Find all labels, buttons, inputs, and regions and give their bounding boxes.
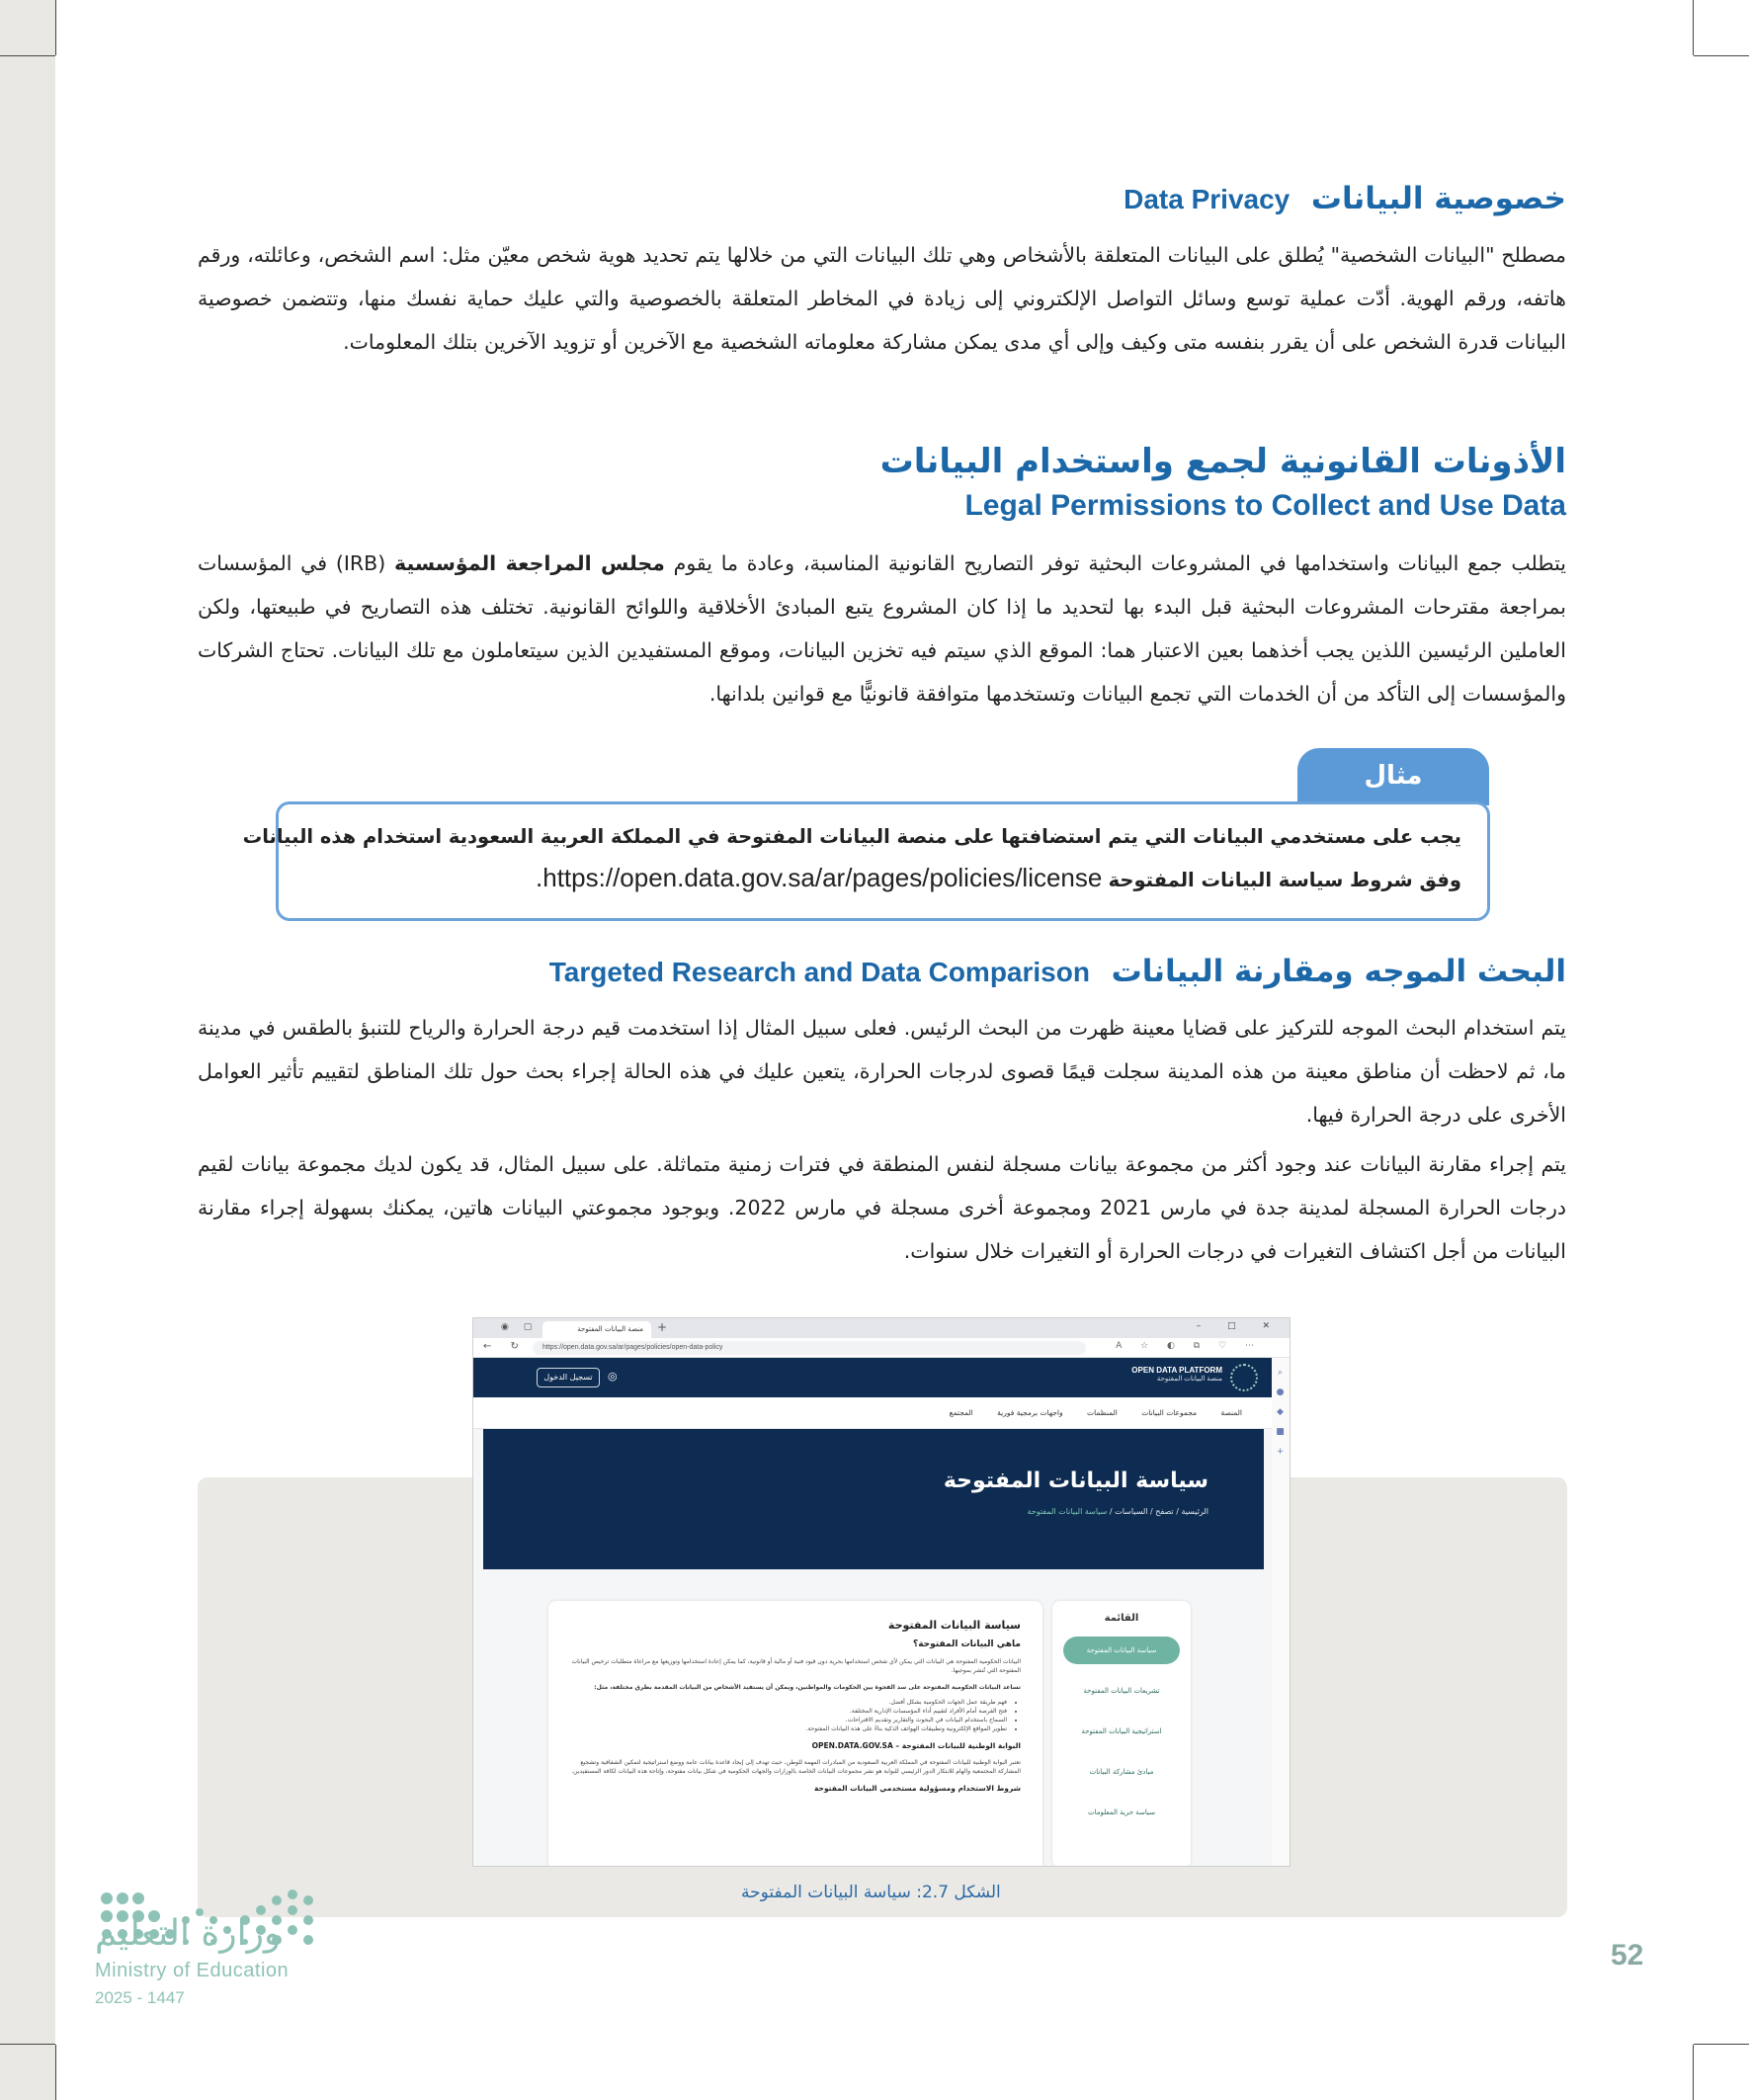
list-item: • تطوير المواقع الإلكترونية وتطبيقات الهواتف الذكية بناءً على هذه البيانات المفتوحة. [570,1724,1007,1733]
section-title-targeted-research [549,954,1566,989]
legal-paragraph [198,542,1566,715]
menu-item[interactable]: سياسة حرية المعلومات [1088,1808,1155,1816]
page-hero [483,1429,1264,1569]
crop-mark [55,2045,56,2100]
content-title: سياسة البيانات المفتوحة [887,1619,1021,1632]
browser-tab-controls: ◉ ▢ [501,1322,539,1332]
crop-mark [1694,2044,1749,2045]
window-controls[interactable]: – □ ✕ [1196,1321,1282,1331]
nav-item[interactable]: المنظمات [1087,1408,1118,1417]
irb-term: مجلس المراجعة المؤسسية [394,551,665,575]
crop-mark [1694,55,1749,56]
browser-sidebar [1270,1358,1290,1867]
browser-toolbar-icons[interactable]: A ☆ ◐ ⧉ ♡ ⋯ [1116,1341,1262,1351]
add-icon[interactable]: + [1276,1447,1285,1457]
title-en: Data Privacy [1124,184,1291,214]
content-bold-paragraph: تساعد البيانات الحكومية المفتوحة على سد الفجوة بين الحكومات والمواطنين، ويمكن أن يستفيد الأشخاص من البيانات المقدمة بطرق مختلفة، مثل: [594,1684,1021,1691]
targeted-research-paragraph: يتم استخدام البحث الموجه للتركيز على قضايا معينة ظهرت من البحث الرئيس. فعلى سبيل المثال إذا استخدمت قيم درجة الحرارة والرياح للتنبؤ بالطقس في مدينة ما، ثم لاحظت أن مناطق معينة من هذه المدينة سجلت قيمًا قصوى لدرجات الحرارة، يتعين عليك في هذه الحالة إجراء بحث حول تلك المناطق لتقييم تأثير العوامل الأخرى على درجة الحرارة فيها. [198,1016,1566,1127]
search-icon[interactable]: ⌕ [1277,1368,1284,1378]
nav-item[interactable]: مجموعات البيانات [1141,1408,1198,1417]
title-en: Targeted Research and Data Comparison [548,957,1090,987]
example-box [242,801,1490,921]
list-item: • السماح باستخدام البيانات في البحوث والتقارير وتقديم الاقتراحات. [570,1716,1007,1724]
page-edge-strip [0,0,55,2100]
content-list [570,1698,1021,1733]
breadcrumb-item[interactable]: الرئيسية [1181,1507,1208,1516]
terms-heading: شروط الاستخدام ومسؤولية مستخدمي البيانات المفتوحة [813,1784,1021,1793]
figure-caption: الشكل 2.7: سياسة البيانات المفتوحة [741,1883,1001,1902]
data-privacy-paragraph: مصطلح "البيانات الشخصية" يُطلق على البيانات المتعلقة بالأشخاص وهي تلك البيانات التي من خلالها يتم تحديد هوية شخص معيّن مثل: اسم الشخص، وعائلته، ورقم هاتفه، ورقم الهوية. أدّت عملية توسع وسائل التواصل الإلكتروني إلى زيادة في المخاطر المتعلقة بالخصوصية والتي عليك حماية نفسك منها، وتتضمن خصوصية البيانات قدرة الشخص على أن يقرر بنفسه متى وكيف وإلى أي مدى يمكن مشاركة معلوماته الشخصية مع الآخرين أو تزويد الآخرين بتلك المعلومات. [198,243,1566,354]
title-ar: البحث الموجه ومقارنة البيانات [1111,954,1566,989]
page-number: 52 [1611,1939,1644,1972]
breadcrumb: الرئيسية / تصفح / السياسات / سياسة البيانات المفتوحة [1027,1507,1208,1516]
nav-item[interactable]: المجتمع [949,1408,973,1417]
site-nav [473,1397,1272,1429]
section-title-data-privacy [1124,181,1566,216]
edition-year: 2025 - 1447 [95,1988,185,2007]
crop-mark [1693,0,1694,55]
side-menu [1052,1601,1191,1867]
legal-text-2: (IRB) في المؤسسات بمراجعة مقترحات المشروعات البحثية قبل البدء بها لتحديد ما إذا كان المشروع يتبع المبادئ الأخلاقية واللوائح القانونية. تختلف هذه التصاريح في طبيعتها، ولكن العاملين الرئيسين اللذين يجب أخذهما بعين الاعتبار هما: الموقع الذي سيتم فيه تخزين البيانات، وموقع المستفيدين الذين سيتعاملون مع تلك البيانات. تحتاج الشركات والمؤسسات إلى التأكد من أن الخدمات التي تجمع البيانات وتستخدمها متوافقة قانونيًّا مع قوانين بلدانها. [198,551,1566,706]
logo-text-en: OPEN DATA PLATFORM [1131,1366,1222,1375]
legal-text-1: يتطلب جمع البيانات واستخدامها في المشروعات البحثية توفر التصاريح القانونية المناسبة، وعادة ما يقوم [664,551,1566,575]
language-globe-icon[interactable]: ◎ [608,1370,618,1383]
nav-item[interactable]: المنصة [1220,1408,1242,1417]
list-item: • فهم طريقة عمل الجهات الحكومية بشكل أفضل. [570,1698,1007,1707]
section-title-legal-en: Legal Permissions to Collect and Use Data [964,489,1566,522]
crop-mark [55,0,56,55]
menu-title: القائمة [1104,1613,1139,1624]
example-line-2: وفق شروط سياسة البيانات المفتوحة https://open.data.gov.sa/ar/pages/policies/license. [536,863,1461,892]
address-bar [473,1338,1291,1358]
site-header [473,1358,1272,1397]
example-policy-label: وفق شروط سياسة البيانات المفتوحة [1108,869,1461,891]
research-paragraphs [198,1006,1566,1273]
content-paragraph: البيانات الحكومية المفتوحة هي البيانات التي يمكن لأي شخص استخدامها بحرية دون قيود فنية أو مالية أو قانونية، كما يمكن إعادة استخدامها وتوزيعها مع مراعاة متطلبات ترخيص البيانات المفتوحة التي تُنشر بموجبها. [571,1658,1021,1674]
site-logo[interactable] [1131,1366,1222,1383]
breadcrumb-item[interactable]: السياسات [1115,1507,1148,1516]
data-comparison-paragraph: يتم إجراء مقارنة البيانات عند وجود أكثر من مجموعة بيانات مسجلة لنفس المنطقة في فترات زمنية متماثلة. على سبيل المثال، قد يكون لديك مجموعة بيانات لقيم درجات الحرارة المسجلة لمدينة جدة في مارس 2021 ومجموعة أخرى مسجلة في مارس 2022. وبوجود مجموعتي البيانات هاتين، يمكنك بسهولة إجراء مقارنة البيانات من أجل اكتشاف التغيرات في درجات الحرارة أو التغيرات خلال سنوات. [198,1152,1566,1263]
ministry-name-ar: وزارة التعليم [95,1913,282,1954]
policy-content [548,1601,1042,1867]
menu-item[interactable]: سياسة البيانات المفتوحة [1063,1637,1180,1664]
url-input[interactable]: https://open.data.gov.sa/ar/pages/policies/open-data-policy [533,1341,1086,1355]
breadcrumb-current: سياسة البيانات المفتوحة [1027,1507,1108,1516]
sidebar-icon[interactable]: ● [1276,1387,1285,1397]
back-refresh-icons[interactable]: ← ↻ [483,1341,527,1352]
section-title-legal-ar: الأذونات القانونية لجمع واستخدام البيانات [879,442,1566,481]
menu-item[interactable]: مبادئ مشاركة البيانات [1089,1768,1154,1776]
license-link[interactable]: https://open.data.gov.sa/ar/pages/policies/license [542,863,1103,892]
website-viewport [473,1358,1272,1867]
crop-mark [0,2044,55,2045]
hero-title: سياسة البيانات المفتوحة [943,1469,1208,1493]
portal-heading: البوابة الوطنية للبيانات المفتوحة – OPEN.DATA.GOV.SA [811,1741,1021,1750]
breadcrumb-item[interactable]: تصفح [1155,1507,1174,1516]
list-item: • فتح الفرصة أمام الأفراد لتقييم أداء المؤسسات الإدارية المختلفة. [570,1707,1007,1716]
crop-mark [0,55,55,56]
content-question: ماهي البيانات المفتوحة؟ [912,1639,1021,1649]
legal-paragraph-wrap [198,542,1566,715]
title-ar: خصوصية البيانات [1310,181,1566,216]
logo-mark-icon [1230,1364,1258,1391]
sidebar-icon[interactable]: ◆ [1277,1407,1284,1417]
logo-text-ar: منصة البيانات المفتوحة [1156,1376,1222,1383]
menu-item[interactable]: تشريعات البيانات المفتوحة [1083,1687,1160,1695]
data-privacy-paragraph-wrap [198,233,1566,364]
ministry-name-en: Ministry of Education [95,1960,290,1981]
browser-screenshot [472,1317,1291,1867]
portal-paragraph: تعتبر البوابة الوطنية للبيانات المفتوحة في المملكة العربية السعودية من المبادرات المهمة للوطن، حيث تهدف إلى إيجاد قاعدة بيانات عامة ووضع استراتيجية لتمكين الشفافية وتشجيع المشاركة المجتمعية والهام للابتكار الدور الرئيسي للبوابة هو نشر مجموعات البيانات الخاصة بالوزارات والجهات الحكومية في شكل بيانات مفتوحة، وإتاحة هذه البيانات لكافة المستفيدين. [571,1759,1021,1775]
example-tab: مثال [1297,748,1489,805]
nav-item[interactable]: واجهات برمجية فورية [997,1408,1063,1417]
browser-tab-bar [473,1318,1291,1338]
menu-item[interactable]: استراتيجية البيانات المفتوحة [1081,1727,1162,1735]
browser-tab[interactable]: منصة البيانات المفتوحة [542,1321,651,1338]
example-line-1: يجب على مستخدمي البيانات التي يتم استضافتها على منصة البيانات المفتوحة في المملكة العربية السعودية استخدام هذه البيانات [242,825,1461,848]
login-button[interactable]: تسجيل الدخول [537,1368,600,1387]
sidebar-icon[interactable]: ■ [1276,1427,1285,1437]
crop-mark [1693,2045,1694,2100]
new-tab-icon[interactable]: + [657,1320,668,1334]
